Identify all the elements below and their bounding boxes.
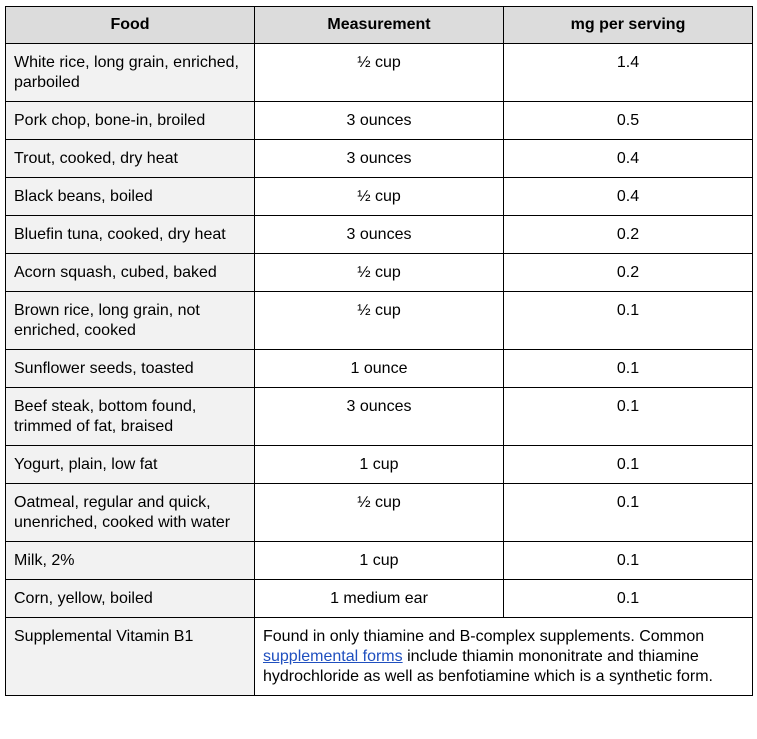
- food-cell: Pork chop, bone-in, broiled: [6, 102, 255, 140]
- table-row: [6, 580, 753, 618]
- supplement-note-before: Found in only thiamine and B-complex supplements. Common: [263, 628, 705, 645]
- food-cell: Sunflower seeds, toasted: [6, 350, 255, 388]
- header-row: [6, 7, 753, 44]
- supplement-row: [6, 618, 753, 696]
- food-cell: Trout, cooked, dry heat: [6, 140, 255, 178]
- measurement-cell: 3 ounces: [255, 388, 504, 446]
- mg-cell: 0.4: [504, 178, 753, 216]
- food-cell: Acorn squash, cubed, baked: [6, 254, 255, 292]
- table-row: [6, 254, 753, 292]
- measurement-cell: 3 ounces: [255, 140, 504, 178]
- mg-cell: 0.4: [504, 140, 753, 178]
- measurement-cell: ½ cup: [255, 44, 504, 102]
- table-row: [6, 388, 753, 446]
- header-food: Food: [6, 7, 255, 44]
- table-row: [6, 102, 753, 140]
- food-cell: Brown rice, long grain, not enriched, cooked: [6, 292, 255, 350]
- mg-cell: 0.5: [504, 102, 753, 140]
- food-cell: Yogurt, plain, low fat: [6, 446, 255, 484]
- table-row: [6, 44, 753, 102]
- table-row: [6, 178, 753, 216]
- mg-cell: 0.1: [504, 580, 753, 618]
- measurement-cell: ½ cup: [255, 292, 504, 350]
- food-cell: Oatmeal, regular and quick, unenriched, cooked with water: [6, 484, 255, 542]
- table-row: [6, 140, 753, 178]
- mg-cell: 0.1: [504, 350, 753, 388]
- measurement-cell: 1 ounce: [255, 350, 504, 388]
- table-row: [6, 216, 753, 254]
- mg-cell: 0.2: [504, 216, 753, 254]
- measurement-cell: ½ cup: [255, 254, 504, 292]
- measurement-cell: 1 cup: [255, 446, 504, 484]
- header-measurement: Measurement: [255, 7, 504, 44]
- header-mg-per-serving: mg per serving: [504, 7, 753, 44]
- supplement-food-cell: Supplemental Vitamin B1: [6, 618, 255, 696]
- thiamine-food-table-container: [5, 6, 753, 696]
- measurement-cell: 3 ounces: [255, 102, 504, 140]
- measurement-cell: 1 cup: [255, 542, 504, 580]
- supplemental-forms-link[interactable]: supplemental forms: [263, 648, 403, 665]
- mg-cell: 1.4: [504, 44, 753, 102]
- table-row: [6, 542, 753, 580]
- food-cell: Milk, 2%: [6, 542, 255, 580]
- mg-cell: 0.1: [504, 484, 753, 542]
- food-cell: White rice, long grain, enriched, parboiled: [6, 44, 255, 102]
- supplement-note-cell: [255, 618, 753, 696]
- thiamine-food-table: [5, 6, 753, 696]
- mg-cell: 0.1: [504, 542, 753, 580]
- table-row: [6, 292, 753, 350]
- food-cell: Bluefin tuna, cooked, dry heat: [6, 216, 255, 254]
- food-cell: Corn, yellow, boiled: [6, 580, 255, 618]
- food-cell: Black beans, boiled: [6, 178, 255, 216]
- mg-cell: 0.1: [504, 292, 753, 350]
- mg-cell: 0.1: [504, 446, 753, 484]
- table-row: [6, 484, 753, 542]
- measurement-cell: 3 ounces: [255, 216, 504, 254]
- measurement-cell: 1 medium ear: [255, 580, 504, 618]
- table-row: [6, 350, 753, 388]
- supplement-note-after: include thiamin mononitrate and thiamine hydrochloride as well as benfotiamine which is a synthetic form.: [263, 648, 713, 685]
- measurement-cell: ½ cup: [255, 178, 504, 216]
- table-row: [6, 446, 753, 484]
- measurement-cell: ½ cup: [255, 484, 504, 542]
- mg-cell: 0.2: [504, 254, 753, 292]
- food-cell: Beef steak, bottom found, trimmed of fat, braised: [6, 388, 255, 446]
- mg-cell: 0.1: [504, 388, 753, 446]
